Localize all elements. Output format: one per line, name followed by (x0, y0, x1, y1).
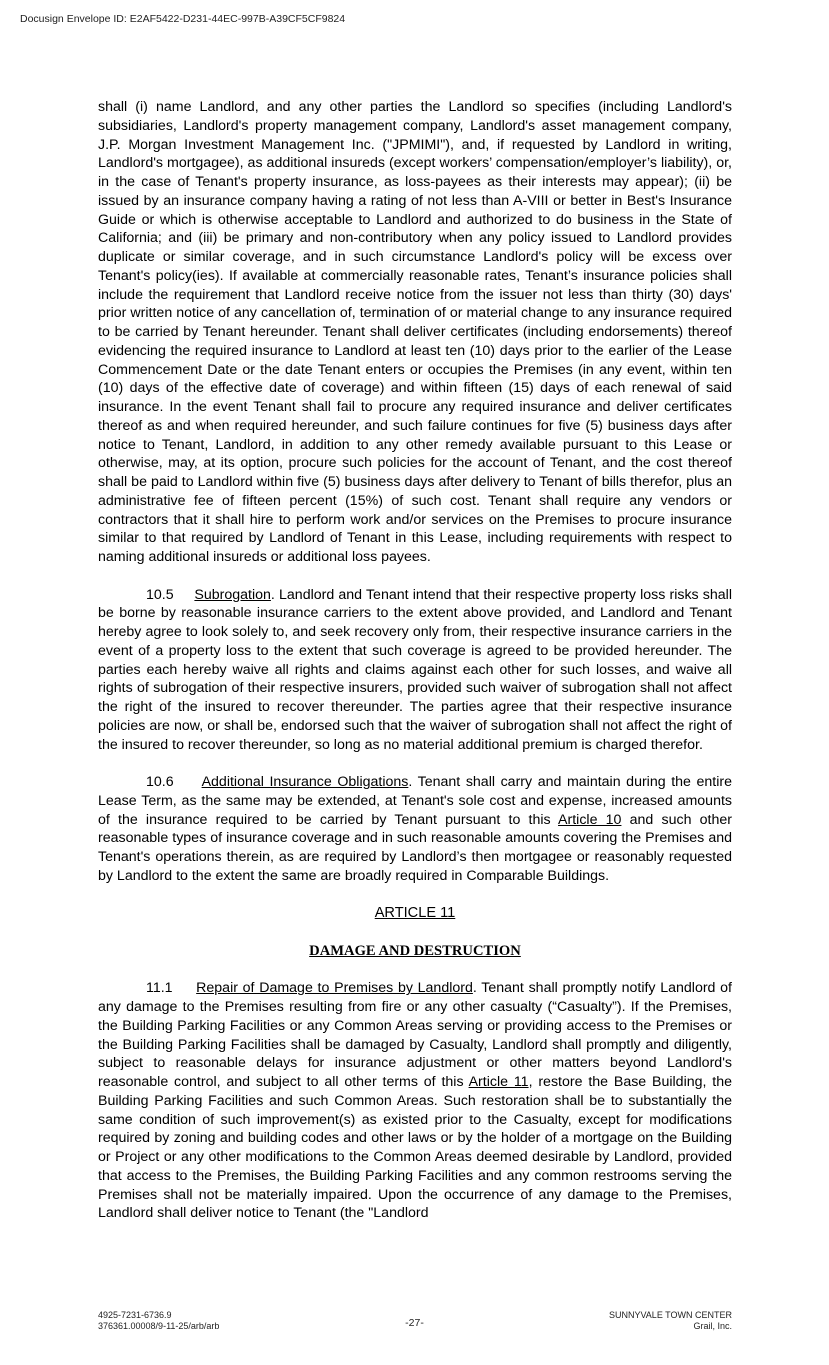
doc-number: 4925-7231-6736.9 (98, 1310, 172, 1320)
tenant-name: Grail, Inc. (693, 1320, 732, 1331)
section-10-6-text-b: and such other reasonable types of insurance coverage and in such reasonable amounts covering the Premises and Tenant's operations therein, as are required by Landlord’s then mortgagee or reasonably requested by Landlord to the extent the same are broadly required in Comparable Buildings. (98, 811, 732, 884)
section-11-1-paragraph (98, 979, 732, 1223)
article-11-heading: ARTICLE 11 (374, 905, 456, 922)
footer-right (609, 1310, 732, 1331)
section-11-1-title: Repair of Damage to Premises by Landlord (196, 980, 473, 997)
article-11-reference: Article 11 (468, 1074, 529, 1090)
envelope-id: Docusign Envelope ID: E2AF5422-D231-44EC-997B-A39CF5CF9824 (20, 13, 346, 25)
document-body (98, 98, 732, 1223)
section-10-6-title: Additional Insurance Obligations (201, 774, 409, 790)
section-10-6-paragraph (98, 773, 732, 886)
section-10-5-text: . Landlord and Tenant intend that their respective property loss risks shall be borne by reasonable insurance carriers to the extent above provided, and Landlord and Tenant hereby agree to look solely to, and seek recovery only from, their respective insurance carriers in the event of a property loss to the extent that such coverage is agreed to be provided hereunder. The parties each hereby waive all rights and claims against each other for such losses, and waive all rights of subrogation of their respective insurers, provided such waiver of subrogation shall not affect the right of the insured to recover thereunder. The parties agree that their respective insurance policies are now, or shall be, endorsed such that the waiver of subrogation shall not affect the right of the insured to recover thereunder, so long as no material additional premium is charged therefor. (98, 586, 732, 753)
article-11-title: DAMAGE AND DESTRUCTION (309, 942, 521, 959)
file-reference: 376361.00008/9-11-25/arb/arb (98, 1320, 220, 1331)
section-10-5-title: Subrogation (194, 586, 271, 603)
project-name: SUNNYVALE TOWN CENTER (608, 1310, 732, 1320)
article-10-reference: Article 10 (558, 811, 622, 828)
section-10-6-number: 10.6 (146, 774, 174, 790)
insurance-requirements-paragraph: shall (i) name Landlord, and any other parties the Landlord so specifies (including Landlord's subsidiaries, Landlord's property management company, Landlord's asset management company, J.P. Morgan Investment Management Inc. ("JPMIMI"), and, if requested by Landlord in writing, Landlord's mortgagee), as additional insureds (except workers’ compensation/employer’s liability), or, in the case of Tenant's property insurance, as loss-payees as their interests may appear); (ii) be issued by an insurance company having a rating of not less than A-VIII or better in Best's Insurance Guide or which is otherwise acceptable to Landlord and authorized to do business in the State of California; and (iii) be primary and non-contributory when any policy issued to Landlord provides duplicate or similar coverage, and in such circumstance Landlord's policy will be excess over Tenant's policy(ies). If available at commercially reasonable rates, Tenant’s insurance policies shall include the requirement that Landlord receive notice from the issuer not less than thirty (30) days' prior written notice of any cancellation of, termination of or material change to any insurance required to be carried by Tenant hereunder. Tenant shall deliver certificates (including endorsements) thereof evidencing the required insurance to Landlord at least ten (10) days prior to the earlier of the Lease Commencement Date or the date Tenant enters or occupies the Premises (in any event, within ten (10) days of the effective date of coverage) and within fifteen (15) days of each renewal of said insurance. In the event Tenant shall fail to procure any required insurance and deliver certificates thereof as and when required hereunder, and such failure continues for five (5) business days after notice to Tenant, Landlord, in addition to any other remedy available pursuant to this Lease or otherwise, may, at its option, procure such policies for the account of Tenant, and the cost thereof shall be paid to Landlord within five (5) business days after delivery to Tenant of bills therefor, plus an administrative fee of fifteen percent (15%) of such cost. Tenant shall require any vendors or contractors that it shall hire to perform work and/or services on the Premises to procure insurance similar to that required by Landlord of Tenant in this Lease, including requirements with respect to naming additional insureds or additional loss payees. (98, 99, 732, 565)
section-11-1-text-a: . Tenant shall promptly notify Landlord of any damage to the Premises resulting from fire or any other casualty (“Casualty”). If the Premises, the Building Parking Facilities or any Common Areas serving or providing access to the Premises or the Building Parking Facilities shall be damaged by Casualty, Landlord shall promptly and diligently, subject to reasonable delays for insurance adjustment or other matters beyond Landlord's reasonable control, and subject to all other terms of this (98, 980, 732, 1090)
page-number: -27- (405, 1317, 424, 1329)
section-10-6-text-a: . Tenant shall carry and maintain during the entire Lease Term, as the same may be extended, at Tenant's sole cost and expense, increased amounts of the insurance required to be carried by Tenant pursuant to this (98, 774, 733, 828)
section-10-5-number: 10.5 (146, 586, 174, 603)
section-11-1-text-b: , restore the Base Building, the Building Parking Facilities and such Common Areas. Such restoration shall be to substantially the same condition of such improvement(s) as existed prior to the Casualty, except for modifications required by zoning and building codes and other laws or by the holder of a mortgage on the Building or Project or any other modifications to the Common Areas deemed desirable by Landlord, provided that access to the Premises, the Building Parking Facilities and any common restrooms serving the Premises shall not be materially impaired. Upon the occurrence of any damage to the Premises, Landlord shall deliver notice to Tenant (the "Landlord (98, 1074, 732, 1222)
section-11-1-number: 11.1 (146, 980, 173, 997)
section-10-5-paragraph (98, 586, 732, 755)
